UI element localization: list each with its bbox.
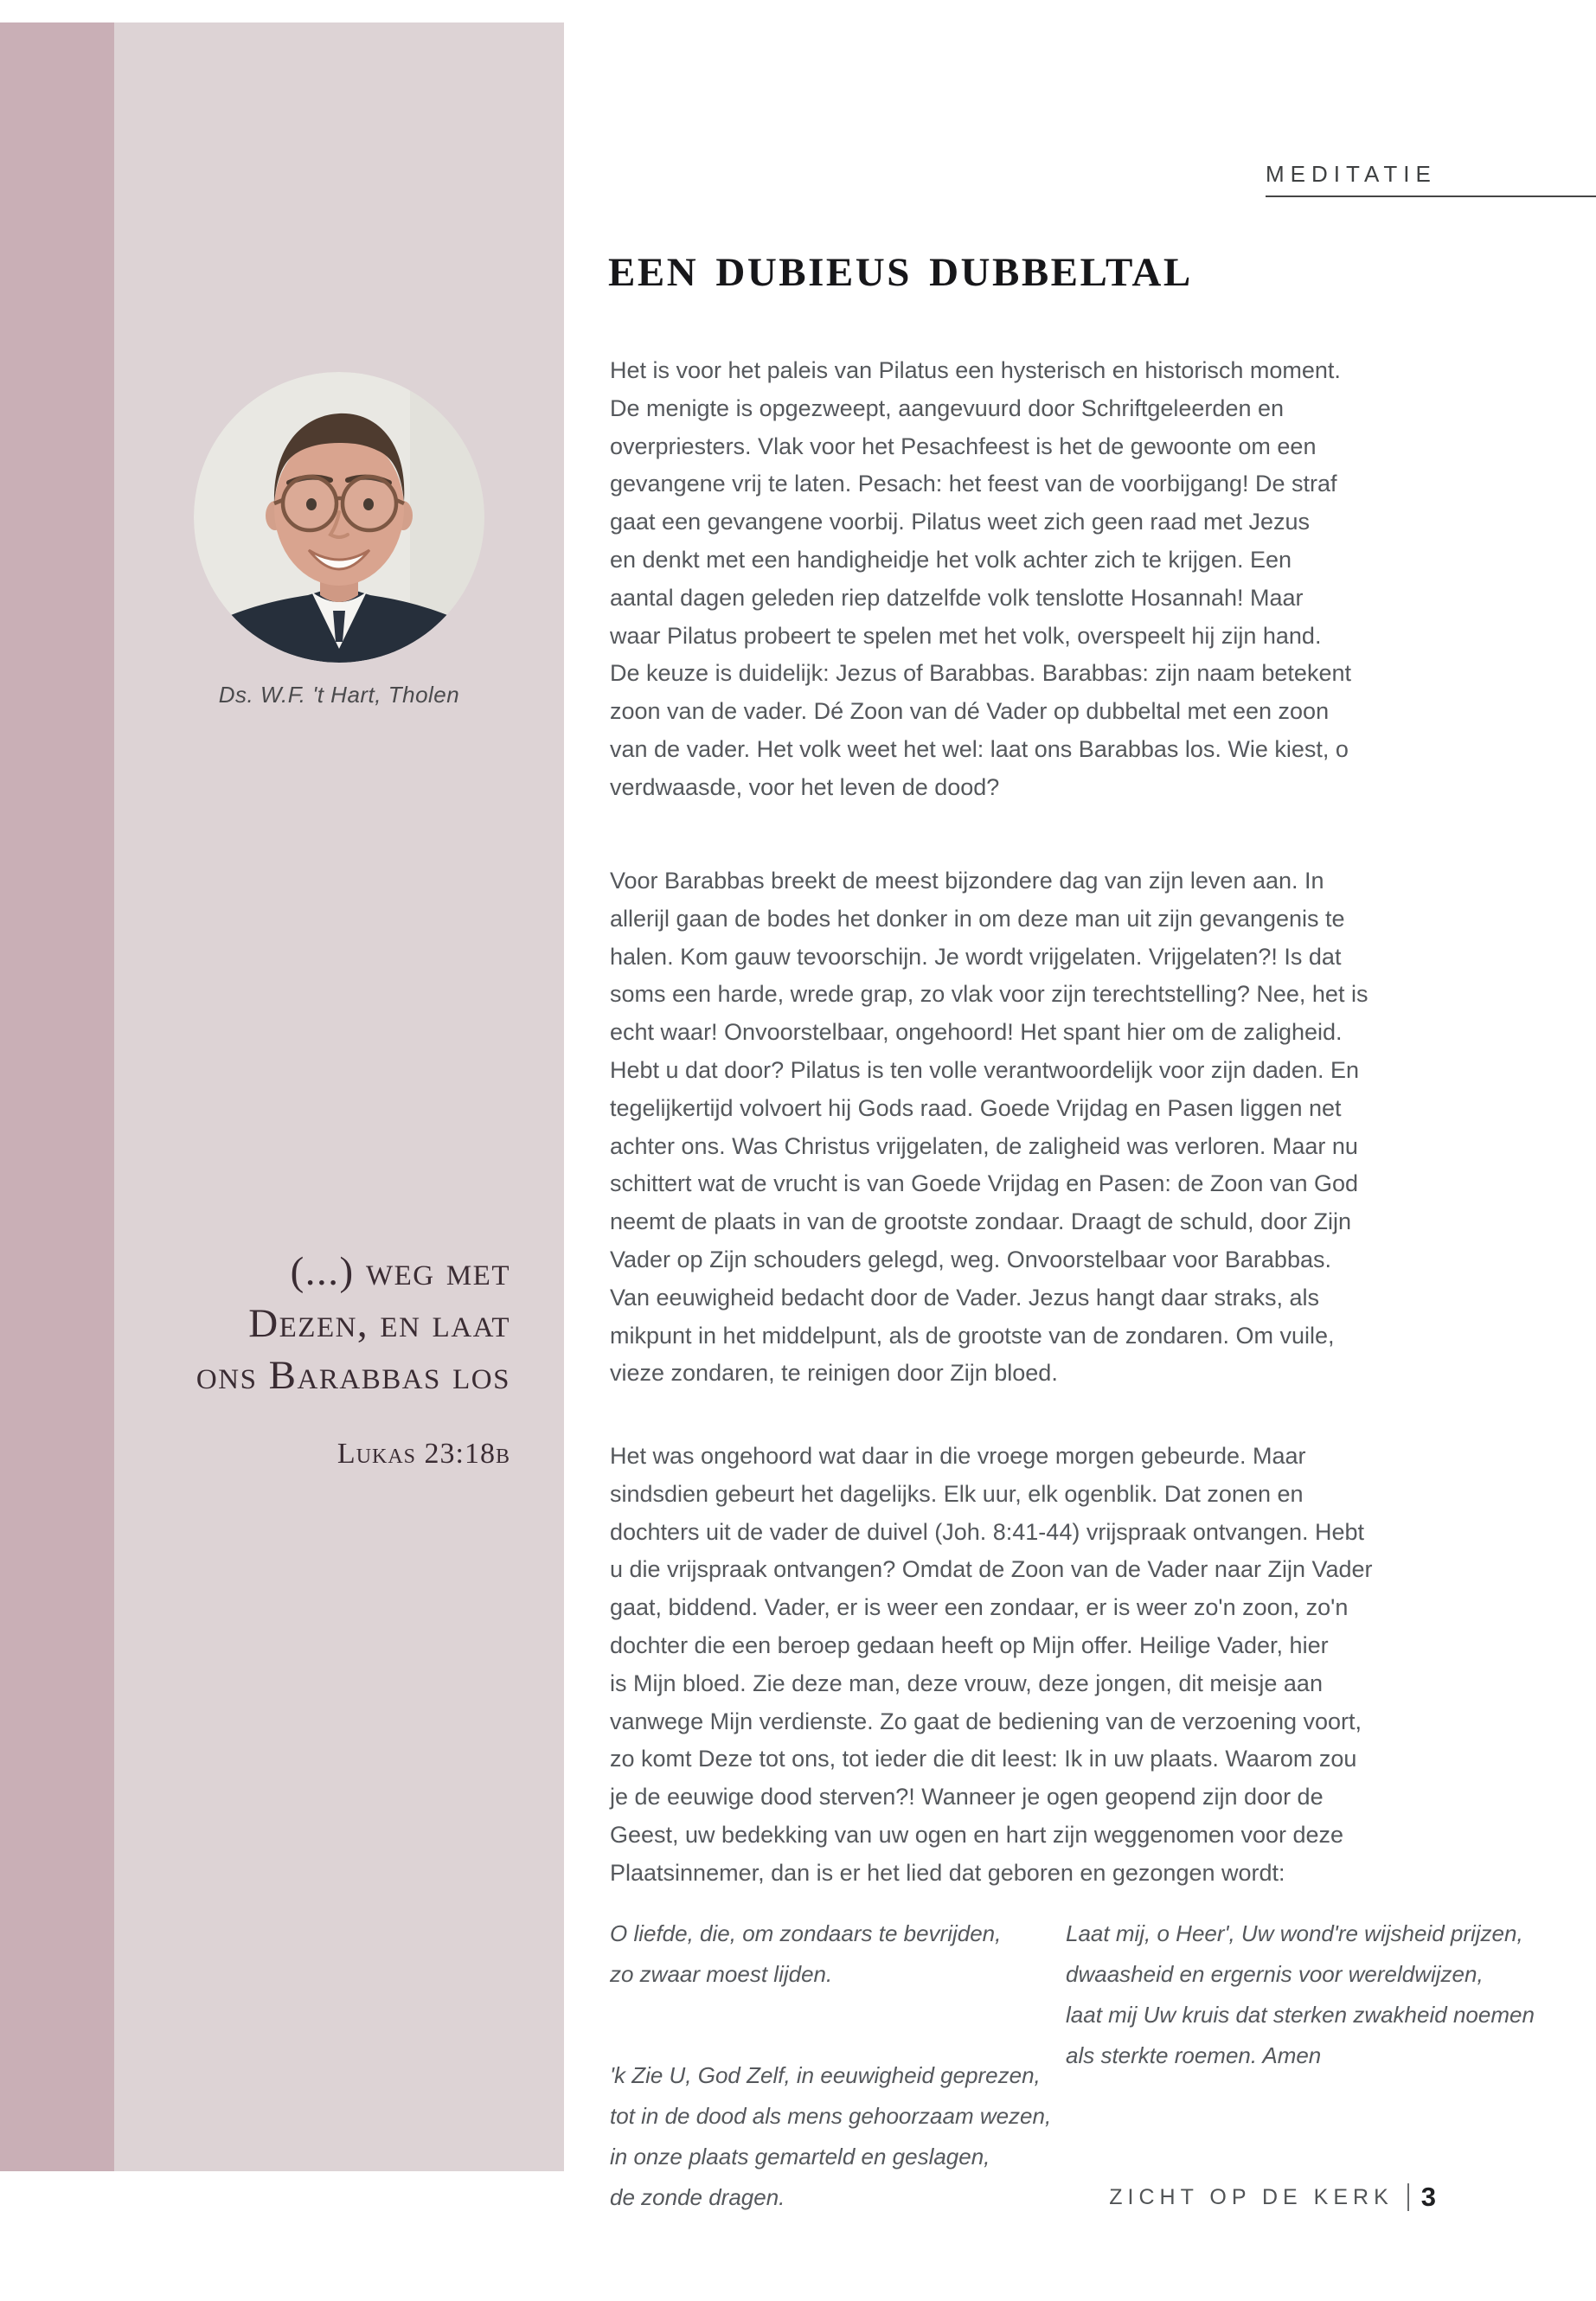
body-text-line: soms een harde, wrede grap, zo vlak voor zijn terechtstelling? Nee, het is: [610, 981, 1368, 1008]
footer-divider: [1407, 2183, 1409, 2211]
body-text-line: tegelijkertijd volvoert hij Gods raad. Goede Vrijdag en Pasen liggen net: [610, 1094, 1342, 1121]
poem-line: laat mij Uw kruis dat sterken zwakheid noemen: [1066, 2002, 1535, 2028]
article-paragraph-1: [610, 352, 1440, 807]
poem-column-right: [1066, 1913, 1550, 2076]
body-text-line: aantal dagen geleden riep datzelfde volk tenslotte Hosannah! Maar: [610, 584, 1304, 611]
body-text-line: halen. Kom gauw tevoorschijn. Je wordt vrijgelaten. Vrijgelaten?! Is dat: [610, 943, 1342, 970]
body-text-line: allerijl gaan de bodes het donker in om deze man uit zijn gevangenis te: [610, 905, 1345, 932]
pull-quote-line: ons Barabbas los: [195, 1353, 510, 1398]
body-text-line: overpriesters. Vlak voor het Pesachfeest is het de gewoonte om een: [610, 433, 1317, 459]
poem-line: de zonde dragen.: [610, 2184, 785, 2210]
section-label: MEDITATIE: [1266, 161, 1437, 187]
article-title: EEN DUBIEUS DUBBELTAL: [608, 250, 1193, 295]
poem-line: zo zwaar moest lijden.: [610, 1961, 833, 1987]
body-text-line: Plaatsinnemer, dan is er het lied dat geboren en gezongen wordt:: [610, 1859, 1285, 1886]
body-text-line: mikpunt in het middelpunt, als de grootste van de zondaren. Om vuile,: [610, 1322, 1335, 1349]
body-text-line: verdwaasde, voor het leven de dood?: [610, 773, 1000, 800]
page-number: 3: [1420, 2182, 1436, 2212]
body-text-line: van de vader. Het volk weet het wel: laat ons Barabbas los. Wie kiest, o: [610, 735, 1349, 762]
quote-reference: Lukas 23:18b: [337, 1438, 510, 1470]
body-text-line: is Mijn bloed. Zie deze man, deze vrouw, deze jongen, dit meisje aan: [610, 1670, 1323, 1696]
body-text-line: Geest, uw bedekking van uw ogen en hart zijn weggenomen voor deze: [610, 1821, 1344, 1848]
minister-portrait-photo: [194, 372, 484, 663]
body-text-line: echt waar! Onvoorstelbaar, ongehoord! Het spant hier om de zaligheid.: [610, 1019, 1343, 1046]
sidebar-panel: [114, 22, 564, 2171]
body-text-line: Het is voor het paleis van Pilatus een hysterisch en historisch moment.: [610, 357, 1341, 383]
body-text-line: gaat een gevangene voorbij. Pilatus weet zich geen raad met Jezus: [610, 509, 1311, 535]
poem-line: Laat mij, o Heer', Uw wond're wijsheid prijzen,: [1066, 1920, 1523, 1946]
portrait-illustration: [194, 372, 484, 663]
photo-caption: Ds. W.F. 't Hart, Tholen: [218, 682, 460, 708]
poem-line: O liefde, die, om zondaars te bevrijden,: [610, 1920, 1002, 1946]
poem-line: in onze plaats gemarteld en geslagen,: [610, 2144, 990, 2170]
magazine-name: ZICHT OP DE KERK: [1109, 2184, 1394, 2209]
sidebar-accent-strip: [0, 22, 114, 2171]
poem-stanza: [1066, 1913, 1550, 2076]
pull-quote-line: Dezen, en laat: [248, 1301, 510, 1346]
poem-line: 'k Zie U, God Zelf, in eeuwigheid geprezen,: [610, 2062, 1041, 2088]
body-text-line: gevangene vrij te laten. Pesach: het feest van de voorbijgang! De straf: [610, 471, 1337, 497]
body-text-line: Vader op Zijn schouders gelegd, weg. Onvoorstelbaar voor Barabbas.: [610, 1246, 1331, 1272]
body-text-line: sindsdien gebeurt het dagelijks. Elk uur, elk ogenblik. Dat zonen en: [610, 1480, 1304, 1507]
body-text-line: vanwege Mijn verdienste. Zo gaat de bediening van de verzoening voort,: [610, 1708, 1362, 1734]
body-text-line: Hebt u dat door? Pilatus is ten volle verantwoordelijk voor zijn daden. En: [610, 1056, 1359, 1083]
body-text-line: Het was ongehoord wat daar in die vroege morgen gebeurde. Maar: [610, 1443, 1306, 1469]
body-text-line: zoon van de vader. Dé Zoon van dé Vader op dubbeltal met een zoon: [610, 698, 1330, 725]
body-text-line: gaat, biddend. Vader, er is weer een zondaar, er is weer zo'n zoon, zo'n: [610, 1594, 1349, 1621]
poem-line: dwaasheid en ergernis voor wereldwijzen,: [1066, 1961, 1484, 1987]
body-text-line: De menigte is opgezweept, aangevuurd door Schriftgeleerden en: [610, 394, 1285, 421]
body-text-line: Voor Barabbas breekt de meest bijzondere dag van zijn leven aan. In: [610, 868, 1324, 894]
body-text-line: je de eeuwige dood sterven?! Wanneer je ogen geopend zijn door de: [610, 1784, 1324, 1811]
page-footer: [608, 2182, 1436, 2213]
section-underline: [1266, 195, 1596, 197]
poem-line: tot in de dood als mens gehoorzaam wezen,: [610, 2103, 1052, 2129]
body-text-line: neemt de plaats in van de grootste zondaar. Draagt de schuld, door Zijn: [610, 1208, 1352, 1235]
body-text-line: u die vrijspraak ontvangen? Omdat de Zoon van de Vader naar Zijn Vader: [610, 1556, 1373, 1583]
article-paragraph-2: [610, 862, 1440, 1393]
body-text-line: achter ons. Was Christus vrijgelaten, de zaligheid was verloren. Maar nu: [610, 1132, 1358, 1159]
pull-quote-line: (...) weg met: [290, 1249, 510, 1294]
body-text-line: Van eeuwigheid bedacht door de Vader. Jezus hangt daar straks, als: [610, 1284, 1320, 1311]
poem-column-left: [610, 1913, 1060, 2218]
pull-quote: [114, 1246, 510, 1401]
body-text-line: dochters uit de vader de duivel (Joh. 8:41-44) vrijspraak ontvangen. Hebt: [610, 1518, 1365, 1545]
poem-stanza: [610, 1913, 1060, 1995]
body-text-line: zo komt Deze tot ons, tot ieder die dit leest: Ik in uw plaats. Waarom zou: [610, 1746, 1357, 1772]
body-text-line: en denkt met een handigheidje het volk achter zich te krijgen. Een: [610, 546, 1292, 573]
body-text-line: De keuze is duidelijk: Jezus of Barabbas. Barabbas: zijn naam betekent: [610, 660, 1351, 687]
body-text-line: dochter die een beroep gedaan heeft op Mijn offer. Heilige Vader, hier: [610, 1631, 1329, 1658]
body-text-line: vieze zondaren, te reinigen door Zijn bloed.: [610, 1360, 1058, 1387]
article-paragraph-3: [610, 1438, 1440, 1893]
poem-line: als sterkte roemen. Amen: [1066, 2042, 1322, 2068]
body-text-line: schittert wat de vrucht is van Goede Vrijdag en Pasen: de Zoon van God: [610, 1170, 1358, 1197]
body-text-line: waar Pilatus probeert te spelen met het volk, overspeelt hij zijn hand.: [610, 622, 1322, 649]
